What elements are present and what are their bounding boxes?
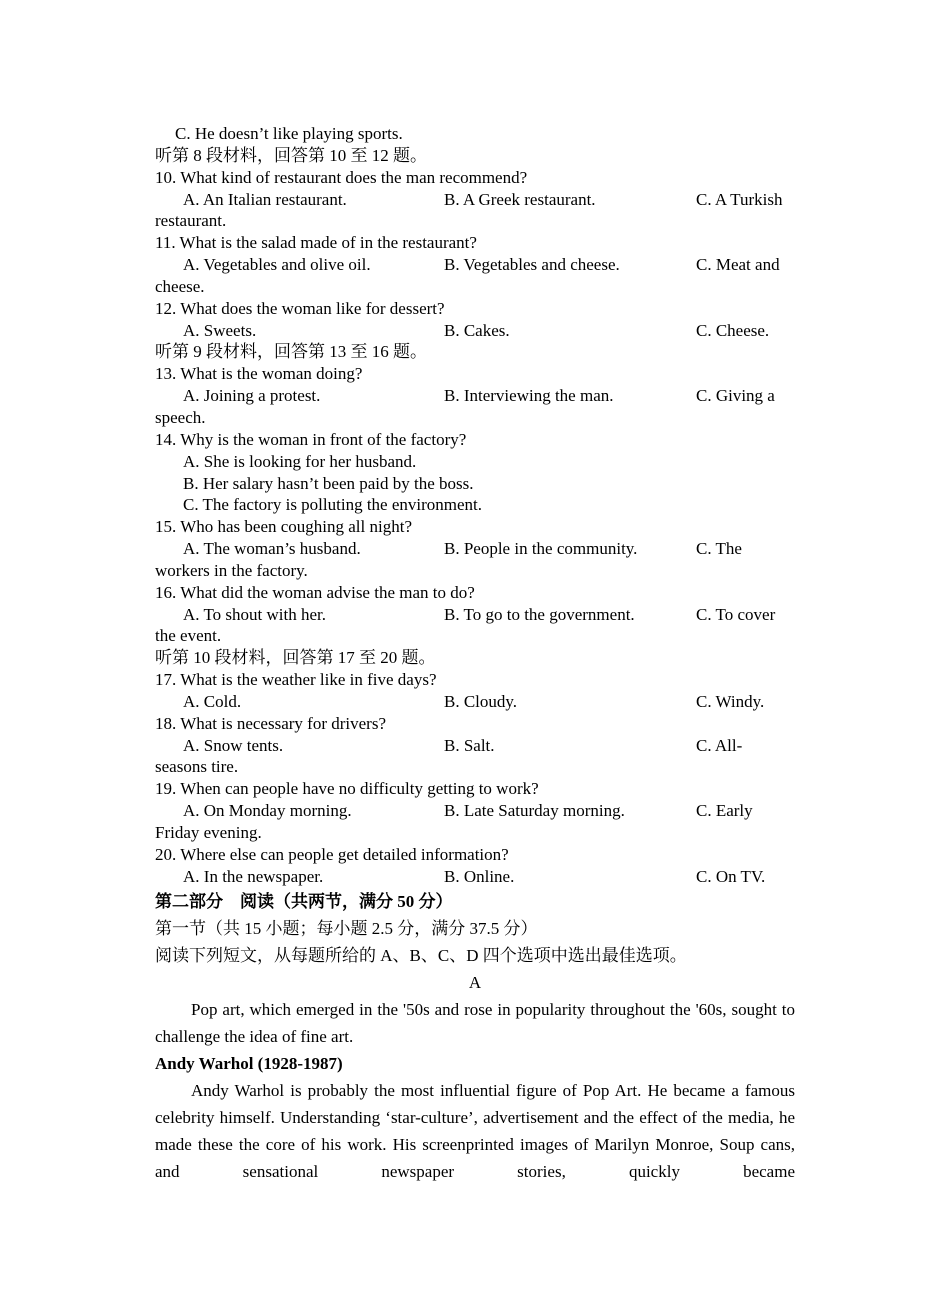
question-stem: 20. Where else can people get detailed information? bbox=[155, 844, 509, 864]
option-c: C. Cheese. bbox=[696, 320, 770, 340]
option-continuation: the event. bbox=[155, 626, 222, 646]
option-line: C. The factory is polluting the environment. bbox=[183, 495, 483, 515]
option-b: B. Online. bbox=[444, 866, 515, 886]
option-c: C. Windy. bbox=[696, 691, 765, 711]
section-header: 听第 10 段材料，回答第 17 至 20 题。 bbox=[155, 648, 436, 668]
option-b: B. Interviewing the man. bbox=[444, 386, 614, 406]
option-b: B. A Greek restaurant. bbox=[444, 189, 596, 209]
question-stem: 13. What is the woman doing? bbox=[155, 364, 363, 384]
option-c: C. A Turkish bbox=[696, 189, 783, 209]
options-row bbox=[155, 320, 795, 342]
options-row bbox=[155, 254, 795, 276]
question-stem: 17. What is the weather like in five days? bbox=[155, 670, 437, 690]
part2-title: 第二部分 阅读（共两节，满分 50 分） bbox=[155, 891, 453, 911]
question-stem: 15. Who has been coughing all night? bbox=[155, 517, 412, 537]
option-continuation: Friday evening. bbox=[155, 823, 262, 842]
options-row bbox=[155, 189, 795, 211]
options-row bbox=[155, 800, 795, 822]
section-header: 听第 8 段材料，回答第 10 至 12 题。 bbox=[155, 145, 427, 165]
section-header: 听第 9 段材料，回答第 13 至 16 题。 bbox=[155, 342, 427, 362]
passage-label: A bbox=[468, 972, 482, 992]
question-stem: 16. What did the woman advise the man to do? bbox=[155, 582, 475, 602]
question-stem: 11. What is the salad made of in the restaurant? bbox=[155, 233, 477, 253]
question-stem: 14. Why is the woman in front of the factory? bbox=[155, 429, 467, 449]
options-row bbox=[155, 604, 795, 626]
passage-subheading: Andy Warhol (1928-1987) bbox=[155, 1053, 343, 1073]
options-row bbox=[155, 866, 795, 888]
option-continuation: seasons tire. bbox=[155, 757, 239, 777]
option-continuation: speech. bbox=[155, 407, 206, 427]
reading-instruction: 阅读下列短文，从每题所给的 A、B、C、D 四个选项中选出最佳选项。 bbox=[155, 945, 687, 965]
option-b: B. Cloudy. bbox=[444, 691, 518, 711]
options-row bbox=[155, 735, 795, 757]
option-c: C. On TV. bbox=[696, 866, 766, 886]
option-c: C. All- bbox=[696, 735, 743, 755]
question-stem: 12. What does the woman like for dessert? bbox=[155, 298, 445, 318]
option-a: A. On Monday morning. bbox=[183, 801, 352, 821]
options-row bbox=[155, 691, 795, 713]
listening-sections bbox=[155, 145, 795, 888]
option-continuation: workers in the factory. bbox=[155, 560, 308, 580]
question-stem: 10. What kind of restaurant does the man recommend? bbox=[155, 167, 528, 187]
option-b: B. Cakes. bbox=[444, 320, 510, 340]
option-a: A. In the newspaper. bbox=[183, 866, 324, 886]
option-continuation: restaurant. bbox=[155, 211, 227, 231]
passage-body: Andy Warhol is probably the most influential figure of Pop Art. He became a famous celebrity himself. Understanding ‘star-culture’, advertisement and the effect of the media, he made these the core of his work. His screenprinted images of Marilyn Monroe, Soup cans, and sensational newspaper stories, quickly became bbox=[155, 1080, 795, 1181]
option-a: A. Snow tents. bbox=[183, 735, 284, 755]
section1-header: 第一节（共 15 小题；每小题 2.5 分，满分 37.5 分） bbox=[155, 918, 538, 938]
option-a: A. Vegetables and olive oil. bbox=[183, 255, 371, 275]
option-c: C. To cover bbox=[696, 604, 776, 624]
option-line: A. She is looking for her husband. bbox=[183, 451, 417, 471]
option-a: A. The woman’s husband. bbox=[183, 539, 361, 559]
question-stem: 19. When can people have no difficulty getting to work? bbox=[155, 779, 539, 799]
option-b: B. Vegetables and cheese. bbox=[444, 255, 620, 275]
option-a: A. Joining a protest. bbox=[183, 386, 321, 406]
passage-intro: Pop art, which emerged in the '50s and rose in popularity throughout the '60s, sought to challenge the idea of fine art. bbox=[155, 999, 795, 1046]
option-line: C. He doesn’t like playing sports. bbox=[175, 124, 403, 143]
option-a: A. Cold. bbox=[183, 691, 242, 711]
exam-page bbox=[155, 123, 795, 1185]
option-c: C. Early bbox=[696, 801, 753, 821]
option-c: C. Giving a bbox=[696, 386, 775, 406]
option-c: C. Meat and bbox=[696, 255, 780, 275]
options-row bbox=[155, 385, 795, 407]
option-line: B. Her salary hasn’t been paid by the boss. bbox=[183, 473, 474, 493]
option-b: B. Salt. bbox=[444, 735, 495, 755]
option-continuation: cheese. bbox=[155, 276, 205, 296]
option-b: B. People in the community. bbox=[444, 539, 638, 559]
option-c: C. The bbox=[696, 539, 742, 559]
question-stem: 18. What is necessary for drivers? bbox=[155, 713, 386, 733]
option-a: A. Sweets. bbox=[183, 320, 257, 340]
option-a: A. To shout with her. bbox=[183, 604, 326, 624]
option-b: B. Late Saturday morning. bbox=[444, 801, 625, 821]
options-row bbox=[155, 538, 795, 560]
option-a: A. An Italian restaurant. bbox=[183, 189, 347, 209]
option-b: B. To go to the government. bbox=[444, 604, 635, 624]
